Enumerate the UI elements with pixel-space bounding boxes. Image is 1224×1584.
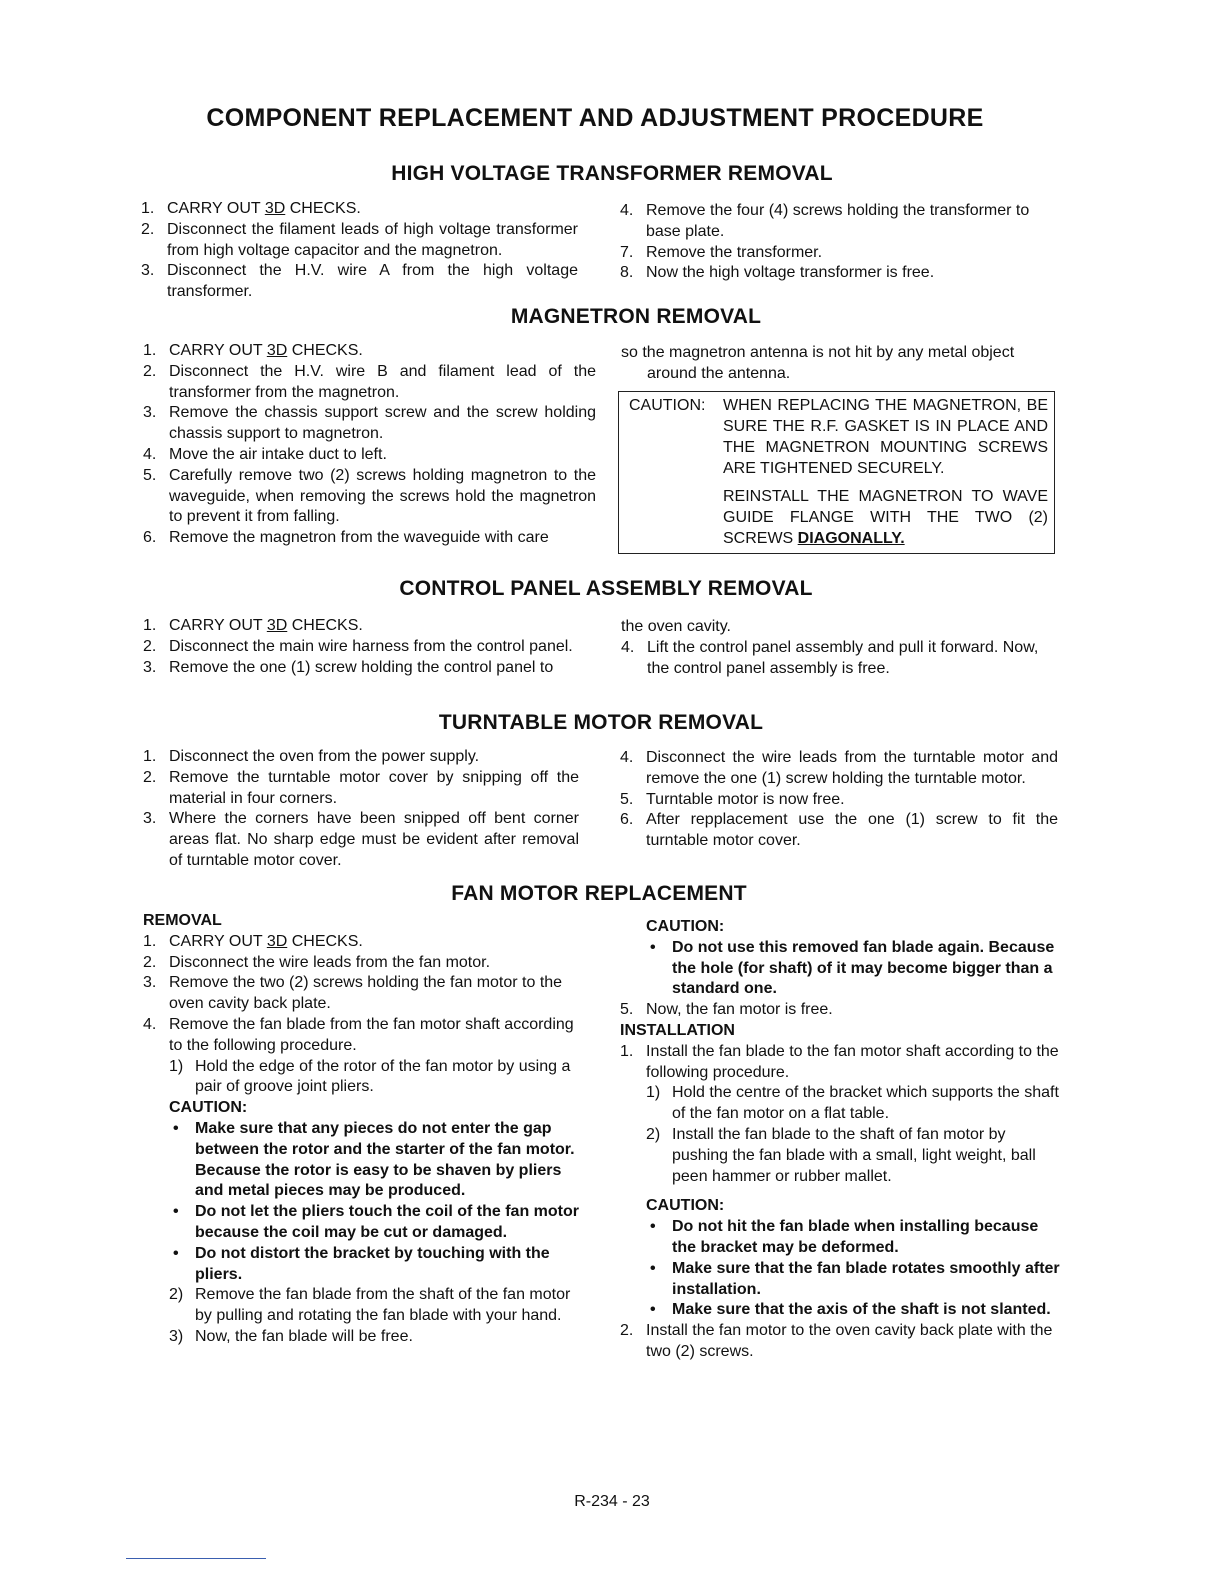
list-item: 2. Install the fan motor to the oven cavity back plate with the two (2) screws.	[620, 1322, 1053, 1360]
list-item: 3. Where the corners have been snipped off bent corner areas flat. No sharp edge must be evident after removal of turntable motor cover.	[143, 810, 579, 869]
list-item: 2. Disconnect the H.V. wire B and filament lead of the transformer from the magnetron.	[143, 362, 596, 401]
sub-list-item: 3) Now, the fan blade will be free.	[169, 1327, 413, 1345]
fan-removal-column	[143, 911, 581, 1348]
caution-heading: CAUTION:	[169, 1099, 248, 1117]
list-item: 4. Move the air intake duct to left.	[143, 445, 387, 463]
caution-bullet: • Do not let the pliers touch the coil of the fan motor because the coil may be cut or damaged.	[173, 1203, 579, 1241]
magnetron-left-column	[143, 341, 596, 549]
control-panel-right-column: the oven cavity. 4. Lift the control panel assembly and pull it forward. Now, the control panel assembly is free.	[621, 617, 1041, 679]
footnote-rule	[126, 1558, 266, 1559]
list-item: 4. Disconnect the wire leads from the turntable motor and remove the one (1) screw holding the turntable motor.	[620, 749, 1058, 787]
caution-bullet: • Do not hit the fan blade when installing because the bracket may be deformed.	[650, 1218, 1039, 1256]
hv-right-column	[620, 201, 1060, 284]
turntable-right-column	[620, 748, 1058, 852]
list-item: 1. CARRY OUT 3D CHECKS.	[143, 932, 363, 950]
caution-text: WHEN REPLACING THE MAGNETRON, BE SURE THE R.F. GASKET IS IN PLACE AND THE MAGNETRON MOUNTING SCREWS ARE TIGHTENED SECURELY.	[723, 397, 1048, 477]
list-item: 2. Disconnect the main wire harness from the control panel.	[143, 637, 573, 655]
list-item: 4. Lift the control panel assembly and pull it forward. Now, the control panel assembly is free.	[621, 638, 1039, 677]
caution-label: CAUTION:	[629, 397, 706, 414]
caution-heading: CAUTION:	[646, 918, 725, 935]
list-item: 1. CARRY OUT 3D CHECKS.	[143, 617, 363, 634]
caution-text: REINSTALL THE MAGNETRON TO WAVE GUIDE FLANGE WITH THE TWO (2) SCREWS DIAGONALLY.	[723, 488, 1048, 547]
turntable-left-column	[143, 747, 579, 872]
magnetron-right-text: so the magnetron antenna is not hit by any metal object around the antenna.	[621, 344, 1015, 382]
list-item: 1. CARRY OUT 3D CHECKS.	[143, 342, 363, 359]
control-panel-left-column	[143, 616, 593, 678]
caution-bullet: • Make sure that the fan blade rotates smoothly after installation.	[650, 1259, 1060, 1298]
list-item: 4. Remove the fan blade from the fan motor shaft according to the following procedure. 1) Hold the edge of the rotor of the fan motor by using a pair of groove joint pliers. CAUTION: • Make sure that any pieces do not enter the gap between the rotor and the starter of the fan motor. Because the rotor is easy to be shaven by pliers and metal pieces may be produced. • Do not let the pliers touch the coil of the fan motor because the coil may be cut or damaged. • Do not distort the bracket by touching with the pliers. 2) Remove the fan blade from the shaft of the fan motor by pulling and rotating the fan blade with your hand. 3) Now, the fan blade will be free.	[143, 1015, 581, 1348]
caution-heading: CAUTION:	[646, 1197, 725, 1215]
list-item: 3. Remove the one (1) screw holding the control panel to	[143, 658, 554, 676]
list-item: 6. Remove the magnetron from the waveguide with care	[143, 529, 549, 547]
hv-left-column	[141, 199, 578, 303]
list-item: 5. Turntable motor is now free.	[620, 790, 845, 808]
caution-bullet: • Make sure that the axis of the shaft is not slanted.	[650, 1301, 1051, 1319]
list-item: 7. Remove the transformer.	[620, 243, 823, 261]
sub-list-item: 2) Install the fan blade to the shaft of fan motor by pushing the fan blade with a small, light weight, ball peen hammer or rubber mallet.	[646, 1125, 1036, 1185]
list-item: 3. Disconnect the H.V. wire A from the high voltage transformer.	[141, 262, 578, 301]
sub-list-item: 1) Hold the centre of the bracket which supports the shaft of the fan motor on a flat table.	[646, 1084, 1059, 1123]
list-item: 3. Remove the two (2) screws holding the fan motor to the oven cavity back plate.	[143, 974, 563, 1013]
section-title-control-panel: CONTROL PANEL ASSEMBLY REMOVAL	[399, 577, 813, 600]
list-item: 1. Disconnect the oven from the power supply.	[143, 748, 480, 765]
diagonally-emphasis: DIAGONALLY.	[797, 530, 905, 547]
caution-bullet: • Make sure that any pieces do not enter the gap between the rotor and the starter of the fan motor. Because the rotor is easy to be shaven by pliers and metal pieces may be produced.	[173, 1119, 575, 1200]
list-item: 5. Now, the fan motor is free.	[620, 1001, 833, 1019]
section-title-hv-transformer: HIGH VOLTAGE TRANSFORMER REMOVAL	[391, 162, 833, 185]
caution-bullet: • Do not distort the bracket by touching with the pliers.	[173, 1244, 550, 1283]
list-item: 1. Install the fan blade to the fan motor shaft according to the following procedure. 1) Hold the centre of the bracket which supports the shaft of the fan motor on a flat table. 2) Install the fan blade to the shaft of fan motor by pushing the fan blade with a small, light weight, ball peen hammer or rubber mallet. CAUTION: • Do not hit the fan blade when installing because the bracket may be deformed. • Make sure that the fan blade rotates smoothly after installation. • Make sure that the axis of the shaft is not slanted.	[620, 1042, 1060, 1321]
list-item: 3. Remove the chassis support screw and the screw holding chassis support to magnetron.	[143, 404, 596, 443]
magnetron-caution-box	[618, 391, 1055, 554]
section-title-fan-motor: FAN MOTOR REPLACEMENT	[451, 882, 747, 905]
list-item: 2. Remove the turntable motor cover by snipping off the material in four corners.	[143, 768, 579, 807]
list-item: 8. Now the high voltage transformer is free.	[620, 264, 935, 282]
section-title-turntable: TURNTABLE MOTOR REMOVAL	[438, 711, 764, 734]
list-item: 4. Remove the four (4) screws holding the transformer to base plate.	[620, 202, 1030, 240]
list-item: 2. Disconnect the wire leads from the fan motor.	[143, 953, 491, 971]
list-item: 2. Disconnect the filament leads of high voltage transformer from high voltage capacitor and the magnetron.	[141, 220, 578, 259]
list-item: 6. After repplacement use the one (1) screw to fit the turntable motor cover.	[620, 811, 1058, 850]
page-number: R-234 - 23	[574, 1493, 650, 1510]
removal-heading: REMOVAL	[143, 912, 222, 929]
fan-installation-column	[620, 917, 1060, 1363]
caution-bullet: • Do not use this removed fan blade again. Because the hole (for shaft) of it may become bigger than a standard one.	[650, 938, 1055, 998]
list-item: 1. CARRY OUT 3D CHECKS.	[141, 200, 361, 217]
sub-list-item: 1) Hold the edge of the rotor of the fan motor by using a pair of groove joint pliers.	[169, 1057, 571, 1096]
installation-heading: INSTALLATION	[620, 1021, 735, 1039]
sub-list-item: 2) Remove the fan blade from the shaft of the fan motor by pulling and rotating the fan blade with your hand.	[169, 1286, 571, 1325]
page-title: COMPONENT REPLACEMENT AND ADJUSTMENT PROCEDURE	[206, 104, 984, 132]
list-item: 5. Carefully remove two (2) screws holding magnetron to the waveguide, when removing the screws hold the magnetron to prevent it from falling.	[143, 466, 596, 526]
section-title-magnetron: MAGNETRON REMOVAL	[510, 305, 762, 328]
